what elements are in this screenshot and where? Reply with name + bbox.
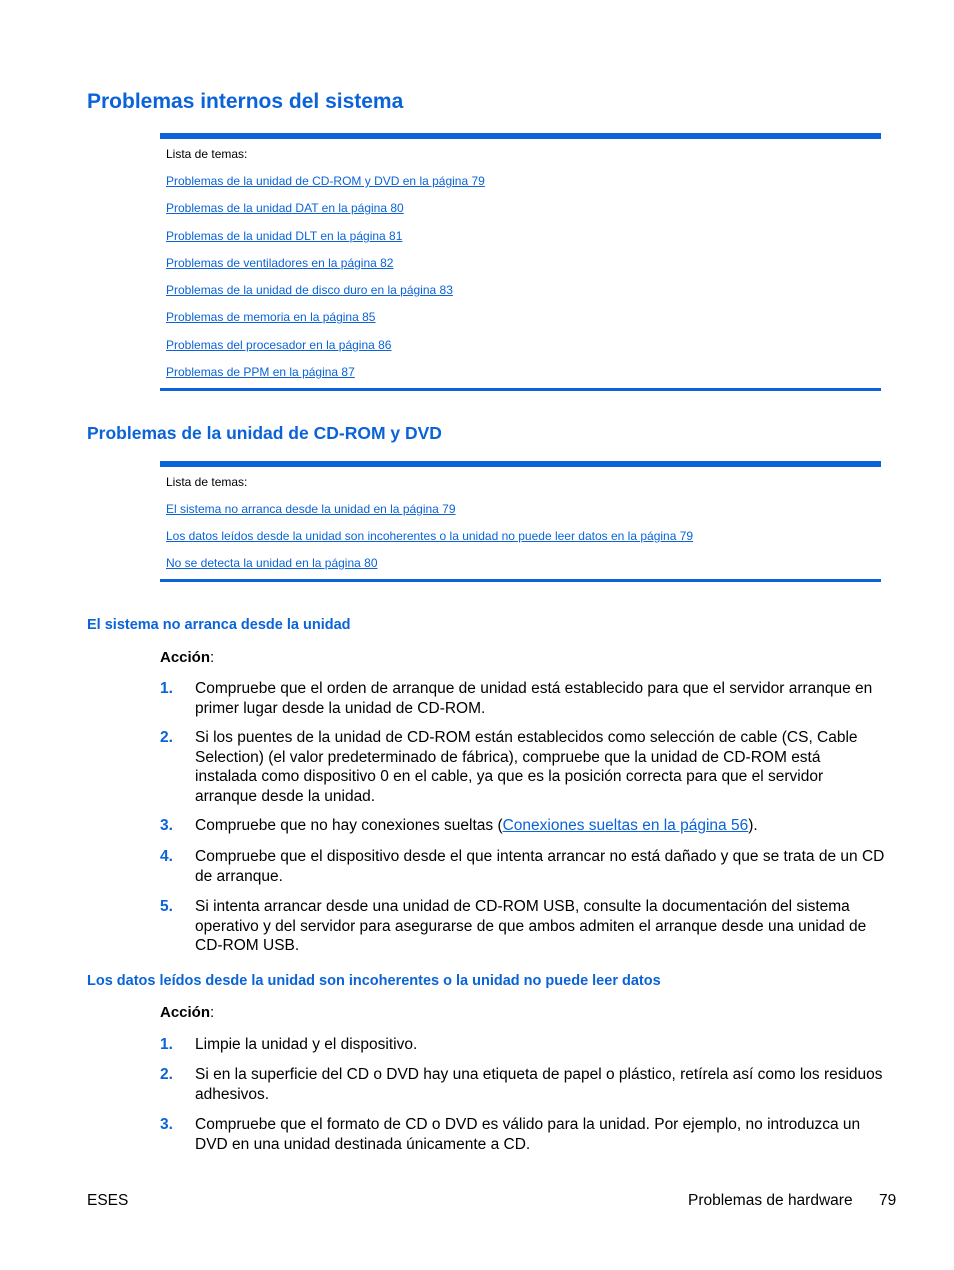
action-colon: : bbox=[210, 649, 215, 666]
action-label bbox=[160, 649, 214, 666]
step-number: 5. bbox=[160, 898, 173, 915]
subsection-title-inconsistent-data: Los datos leídos desde la unidad son incoherentes o la unidad no puede leer datos bbox=[87, 973, 661, 989]
toc-link-dlt[interactable]: Problemas de la unidad DLT en la página 81 bbox=[166, 229, 403, 243]
step-text-pre: Compruebe que no hay conexiones sueltas ( bbox=[195, 817, 503, 834]
toc-link-processor[interactable]: Problemas del procesador en la página 86 bbox=[166, 338, 392, 352]
step-text: Compruebe que el dispositivo desde el que intenta arrancar no está dañado y que se trata de un CD de arranque. bbox=[195, 848, 885, 885]
topic-list-main bbox=[160, 133, 881, 391]
step-text: Si en la superficie del CD o DVD hay una etiqueta de papel o plástico, retírela así como los residuos adhesivos. bbox=[195, 1066, 883, 1103]
footer-page-number: 79 bbox=[879, 1192, 897, 1209]
page-title: Problemas internos del sistema bbox=[87, 90, 404, 113]
step-number: 1. bbox=[160, 1036, 173, 1053]
topic-list-label: Lista de temas: bbox=[166, 475, 248, 489]
step-text-post: ). bbox=[748, 817, 758, 834]
toc-link-not-detected[interactable]: No se detecta la unidad en la página 80 bbox=[166, 556, 378, 570]
step-number: 2. bbox=[160, 729, 173, 746]
step-text bbox=[195, 816, 885, 836]
step-number: 2. bbox=[160, 1066, 173, 1083]
toc-link-cdrom-dvd[interactable]: Problemas de la unidad de CD-ROM y DVD en la página 79 bbox=[166, 174, 485, 188]
loose-connections-link[interactable]: Conexiones sueltas en la página 56 bbox=[502, 817, 749, 834]
subsection-title-no-boot: El sistema no arranca desde la unidad bbox=[87, 617, 351, 633]
topic-list-cdrom bbox=[160, 461, 881, 582]
section-title: Problemas de la unidad de CD-ROM y DVD bbox=[87, 423, 442, 443]
action-colon: : bbox=[210, 1004, 215, 1021]
action-label-text: Acción bbox=[160, 649, 211, 666]
step-number: 1. bbox=[160, 680, 173, 697]
step-text: Si los puentes de la unidad de CD-ROM están establecidos como selección de cable (CS, Cable Selection) (el valor predeterminado de fábrica), compruebe que la unidad de CD-ROM está instalada como dispositivo 0 en el cable, ya que es la posición correcta para que el servidor arranque desde la unidad. bbox=[195, 729, 858, 805]
toc-link-no-boot[interactable]: El sistema no arranca desde la unidad en la página 79 bbox=[166, 502, 456, 516]
toc-link-inconsistent-data[interactable]: Los datos leídos desde la unidad son incoherentes o la unidad no puede leer datos en la página 79 bbox=[166, 529, 694, 543]
step-text: Compruebe que el orden de arranque de unidad está establecido para que el servidor arranque en primer lugar desde la unidad de CD-ROM. bbox=[195, 680, 873, 717]
footer-section: Problemas de hardware bbox=[688, 1192, 853, 1209]
toc-link-dat[interactable]: Problemas de la unidad DAT en la página 80 bbox=[166, 201, 404, 215]
topic-list-label: Lista de temas: bbox=[166, 147, 248, 161]
step-number: 3. bbox=[160, 1116, 173, 1133]
step-text: Compruebe que el formato de CD o DVD es válido para la unidad. Por ejemplo, no introduzca un DVD en una unidad destinada únicamente a CD. bbox=[195, 1116, 861, 1153]
step-number: 3. bbox=[160, 817, 173, 834]
action-label-text: Acción bbox=[160, 1004, 211, 1021]
toc-link-fans[interactable]: Problemas de ventiladores en la página 82 bbox=[166, 256, 394, 270]
action-label bbox=[160, 1004, 214, 1021]
step-number: 4. bbox=[160, 848, 173, 865]
footer-left-label: ESES bbox=[87, 1192, 129, 1209]
toc-link-ppm[interactable]: Problemas de PPM en la página 87 bbox=[166, 365, 355, 379]
toc-link-memory[interactable]: Problemas de memoria en la página 85 bbox=[166, 310, 376, 324]
step-text: Limpie la unidad y el dispositivo. bbox=[195, 1036, 418, 1053]
step-text: Si intenta arrancar desde una unidad de CD-ROM USB, consulte la documentación del sistema operativo y del servidor para asegurarse de que ambos admiten el arranque desde una unidad de CD-ROM USB. bbox=[195, 898, 867, 954]
toc-link-hard-disk[interactable]: Problemas de la unidad de disco duro en la página 83 bbox=[166, 283, 453, 297]
